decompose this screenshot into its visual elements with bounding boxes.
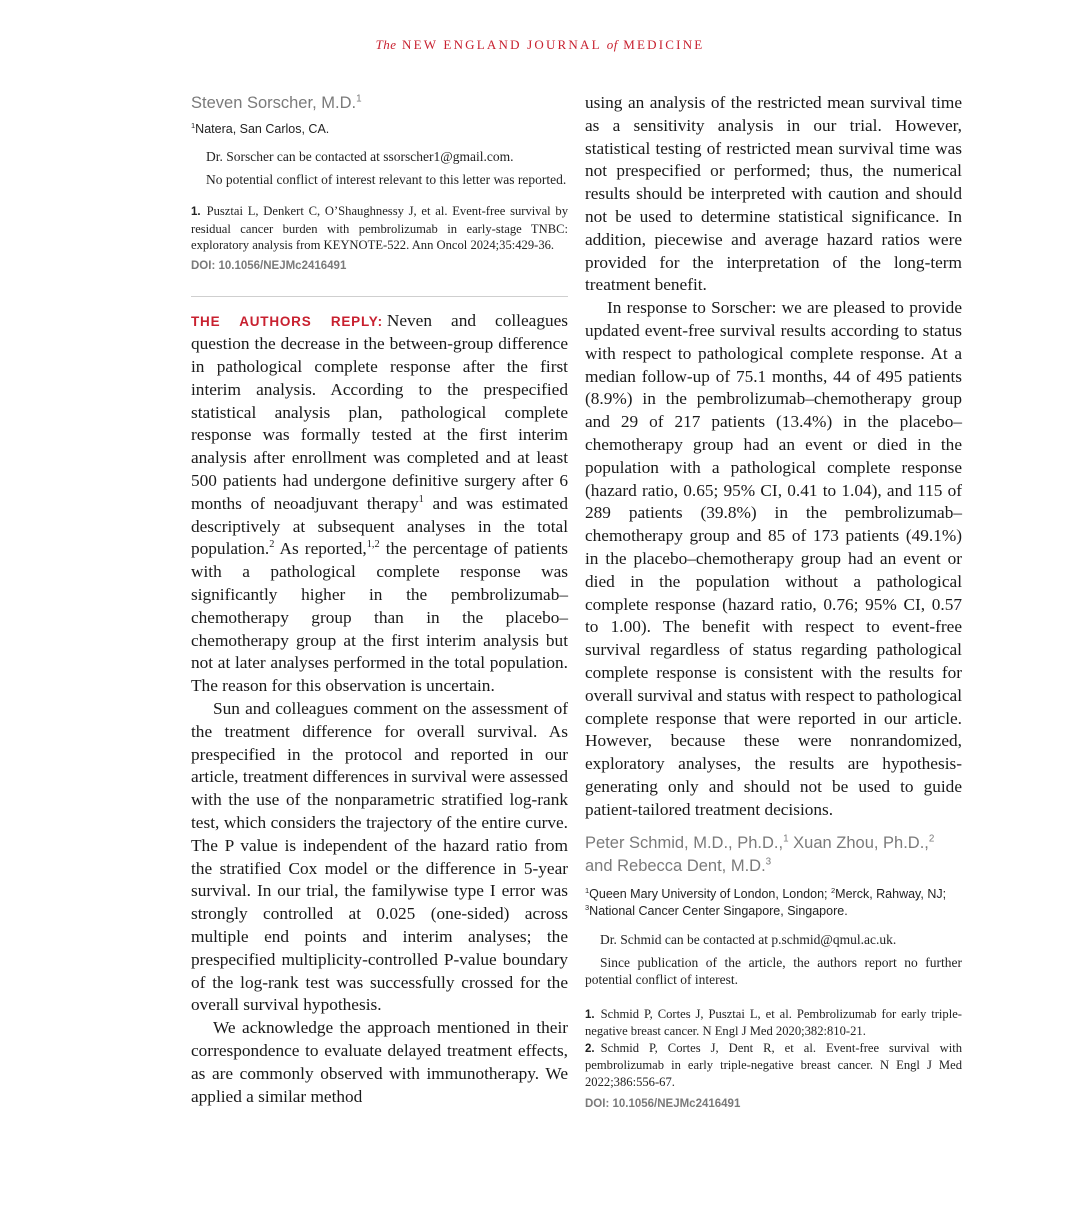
affiliation-sup: 1 <box>585 885 590 895</box>
reply-reference-2 <box>585 1040 962 1091</box>
authors-reply-heading: THE AUTHORS REPLY: <box>191 313 383 329</box>
letter-disclosure: No potential conflict of interest relevant to this letter was reported. <box>206 172 567 187</box>
reply-text: the percentage of patients with a pathological complete response was significantly higher in the pembrolizumab–chemotherapy group than in the placebo–chemotherapy group at the first interim analysis but not at later analyses performed in the total population. The reason for this observation is uncertain. <box>191 539 568 696</box>
masthead-the: The <box>375 37 397 52</box>
affiliation-sup: 2 <box>831 885 836 895</box>
citation-sup: 1 <box>418 494 424 506</box>
reply-paragraph-2: Sun and colleagues comment on the assessment of the treatment difference for overall survival. As prespecified in the protocol and reported in our article, treatment differences in survival were assessed with the use of the nonparametric stratified log-rank test, which considers the trajectory of the entire curve. The P value is independent of the hazard ratio from the stratified Cox model or the difference in 5-year survival. In our trial, the familywise type I error was strongly controlled at 0.025 (one-sided) across multiple end points and interim analyses; the prespecified multiplicity-controlled P-value boundary of the log-rank test was successfully crossed for the overall survival hypothesis. <box>191 699 568 1015</box>
citation-sup: 2 <box>269 539 275 551</box>
author-sup: 2 <box>928 833 935 844</box>
reference-number: 2. <box>585 1042 595 1055</box>
masthead-title-a: NEW ENGLAND JOURNAL <box>402 37 602 52</box>
masthead-title-b: MEDICINE <box>623 37 705 52</box>
reply-paragraph-4: using an analysis of the restricted mean survival time as a sensitivity analysis in our trial. However, statistical testing of restricted mean survival time was not prespecified or performed; thus, the numerical results should be interpreted with caution and should not be used to determine statistical significance. In addition, piecewise and average hazard ratios were provided for the interpretation of the long-term treatment benefit. <box>585 93 962 295</box>
author-sup: 3 <box>765 856 772 867</box>
reply-text: As reported, <box>274 539 367 559</box>
signature-sup: 1 <box>356 93 362 105</box>
reply-text: and was estimated descriptively at subsequent analyses in the total population. <box>191 493 568 559</box>
letter-affiliation <box>191 121 568 138</box>
reference-text: Schmid P, Cortes J, Pusztai L, et al. Pembrolizumab for early triple-negative breast cancer. N Engl J Med 2020;382:810-21. <box>585 1006 962 1038</box>
signature-name: Steven Sorscher, M.D. <box>191 94 357 112</box>
masthead-of: of <box>606 37 618 52</box>
reply-paragraph-5: In response to Sorscher: we are pleased to provide updated event-free survival results according to status with respect to pathological complete response. At a median follow-up of 75.1 months, 44 of 495 patients (8.9%) in the pembrolizumab–chemotherapy group and 29 of 217 patients (13.4%) in the placebo–chemotherapy group had an event or died in the population with a pathological complete response (hazard ratio, 0.65; 95% CI, 0.41 to 1.04), and 115 of 289 patients (39.8%) in the pembrolizumab–chemotherapy group and 85 of 173 patients (49.1%) in the placebo–chemotherapy group had an event or died in the population without a pathological complete response (hazard ratio, 0.76; 95% CI, 0.57 to 1.00). The benefit with respect to event-free survival regardless of status regarding pathological complete response is consistent with the results for overall survival and status with respect to pathological complete response that were reported in our article. However, because these were nonrandomized, exploratory analyses, the results are hypothesis-generating only and should not be used to guide patient-tailored treatment decisions. <box>585 298 962 819</box>
reference-number: 1. <box>191 206 201 218</box>
affiliation-sup: 1 <box>191 120 196 130</box>
author-sup: 1 <box>783 833 789 844</box>
reply-paragraph-3: We acknowledge the approach mentioned in their correspondence to evaluate delayed treatment effects, as are commonly observed with immunotherapy. We applied a similar method <box>191 1018 568 1106</box>
letter-signature <box>191 92 568 115</box>
reference-text: Schmid P, Cortes J, Dent R, et al. Event-free survival with pembrolizumab in early triple-negative breast cancer. N Engl J Med 2022;386:556-67. <box>585 1040 962 1089</box>
reply-paragraph-1 <box>191 310 568 699</box>
affiliation-sup: 3 <box>585 902 590 912</box>
reference-number: 1. <box>585 1008 595 1021</box>
citation-sup: 1,2 <box>366 539 380 551</box>
affiliation-text: National Cancer Center Singapore, Singapore. <box>589 903 848 918</box>
letter-doi: DOI: 10.1056/NEJMc2416491 <box>191 259 347 272</box>
author-name: Peter Schmid, M.D., Ph.D., <box>585 833 784 852</box>
letter-contact: Dr. Sorscher can be contacted at ssorscher1@gmail.com. <box>206 149 514 164</box>
right-column <box>585 92 962 1110</box>
affiliation-text: Queen Mary University of London, London; <box>589 886 828 901</box>
affiliation-text: Natera, San Carlos, CA. <box>195 122 330 136</box>
reply-reference-1 <box>585 1006 962 1040</box>
journal-masthead <box>0 37 1080 53</box>
authors-disclosure: Since publication of the article, the authors report no further potential conflict of interest. <box>585 954 962 987</box>
reply-doi: DOI: 10.1056/NEJMc2416491 <box>585 1098 741 1110</box>
author-name: and Rebecca Dent, M.D. <box>585 856 766 875</box>
section-divider <box>191 296 568 297</box>
author-name: Xuan Zhou, Ph.D., <box>788 833 929 852</box>
letter-reference-1 <box>191 203 568 254</box>
affiliation-text: Merck, Rahway, NJ; <box>835 886 947 901</box>
reply-text: Neven and colleagues question the decrease in the between-group difference in pathological complete response after the first interim analysis. According to the prespecified statistical analysis plan, pathological complete response was formally tested at the first interim analysis after enrollment was completed and at least 500 patients had undergone definitive surgery after 6 months of neoadjuvant therapy <box>191 310 568 513</box>
reference-text: Pusztai L, Denkert C, O’Shaughnessy J, et al. Event-free survival by residual cancer burden with pembrolizumab in early-stage TNBC: exploratory analysis from KEYNOTE-522. Ann Oncol 2024;35:429-36. <box>191 204 568 252</box>
authors-contact: Dr. Schmid can be contacted at p.schmid@qmul.ac.uk. <box>600 931 897 947</box>
left-column <box>191 92 568 1108</box>
authors-signature <box>585 832 962 878</box>
authors-affiliations <box>585 886 962 920</box>
